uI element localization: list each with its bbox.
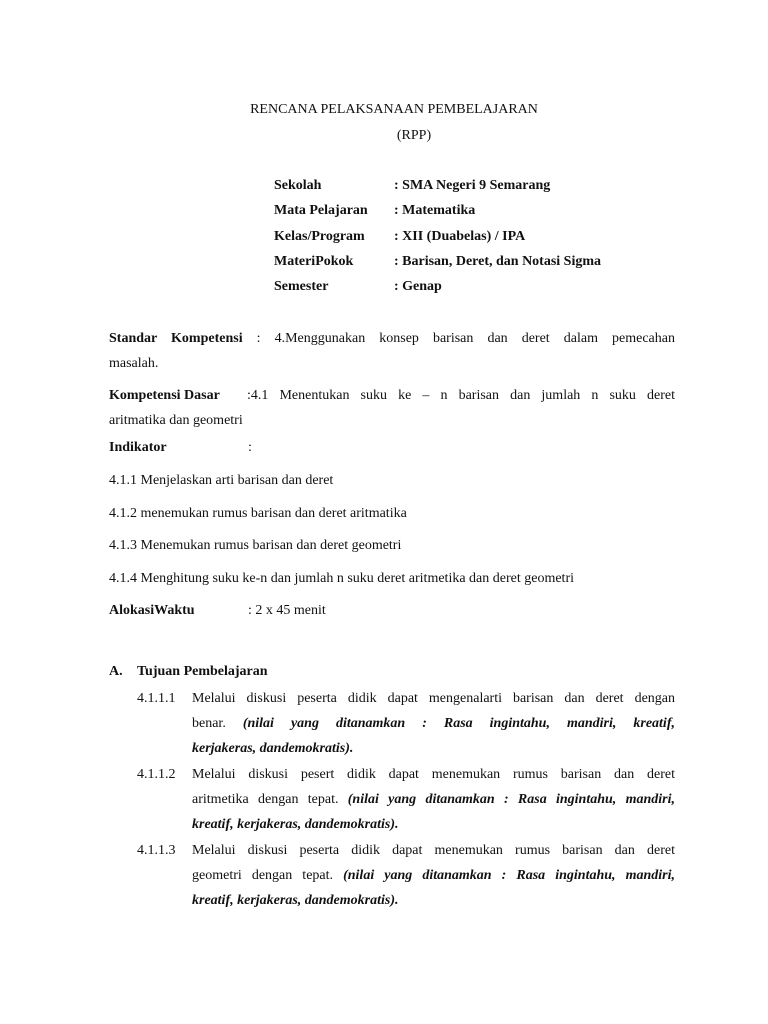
info-row-semester — [274, 279, 601, 304]
section-letter: A. — [109, 664, 123, 679]
alokasi-waktu-value: : 2 x 45 menit — [248, 603, 326, 618]
section-title: Tujuan Pembelajaran — [137, 664, 268, 679]
tujuan-item-number: 4.1.1.3 — [137, 843, 176, 858]
indikator-heading — [109, 440, 252, 456]
tujuan-item-values: (nilai yang ditanamkan : Rasa ingintahu, mandiri, — [347, 792, 675, 807]
tujuan-item-number: 4.1.1.1 — [137, 691, 176, 706]
document-subtitle: (RPP) — [396, 128, 432, 143]
tujuan-item-text: Melalui diskusi peserta didik dapat menemukan rumus barisan dan deret — [192, 843, 675, 858]
alokasi-waktu-label: AlokasiWaktu — [109, 603, 195, 618]
info-row-mata-pelajaran — [274, 203, 601, 228]
info-label: Sekolah — [274, 178, 322, 193]
info-value: : Matematika — [394, 203, 476, 219]
tujuan-item-text: Melalui diskusi peserta didik dapat mengenalarti barisan dan deret dengan — [192, 691, 675, 706]
standar-kompetensi — [109, 326, 675, 376]
info-value: : Genap — [394, 279, 442, 295]
kompetensi-dasar-text: :4.1 Menentukan suku ke – n barisan dan jumlah n suku deret — [247, 388, 675, 403]
info-value: : SMA Negeri 9 Semarang — [394, 178, 551, 193]
tujuan-item-text: geometri dengan tepat. — [192, 868, 344, 883]
tujuan-item-values: kreatif, kerjakeras, dandemokratis). — [192, 893, 399, 908]
standar-kompetensi-text-cont: masalah. — [109, 356, 159, 371]
tujuan-item-text: Melalui diskusi pesert didik dapat menemukan rumus barisan dan deret — [192, 767, 675, 782]
info-label: Mata Pelajaran — [274, 203, 368, 219]
indikator-item: 4.1.4 Menghitung suku ke-n dan jumlah n suku deret aritmetika dan deret geometri — [109, 571, 574, 586]
tujuan-item-text: benar. — [192, 716, 243, 731]
info-row-kelas-program — [274, 229, 601, 254]
info-row-sekolah — [274, 178, 601, 203]
tujuan-item — [137, 762, 675, 837]
info-label: Semester — [274, 279, 329, 295]
standar-kompetensi-label: Standar Kompetensi — [109, 331, 243, 346]
indikator-item: 4.1.1 Menjelaskan arti barisan dan deret — [109, 473, 334, 488]
indikator-colon: : — [248, 440, 252, 455]
info-value: : XII (Duabelas) / IPA — [394, 228, 526, 244]
info-label: Kelas/Program — [274, 228, 365, 244]
info-label: MateriPokok — [274, 253, 354, 269]
tujuan-item-number: 4.1.1.2 — [137, 767, 176, 782]
standar-kompetensi-text: : 4.Menggunakan konsep barisan dan deret dalam pemecahan — [242, 331, 675, 346]
indikator-item: 4.1.3 Menemukan rumus barisan dan deret geometri — [109, 538, 402, 553]
tujuan-item — [137, 838, 675, 913]
alokasi-waktu — [109, 603, 326, 619]
identity-table — [274, 178, 601, 304]
info-row-materi-pokok — [274, 254, 601, 279]
document-title: RENCANA PELAKSANAAN PEMBELAJARAN — [250, 102, 538, 117]
tujuan-item-values: (nilai yang ditanamkan : Rasa ingintahu, mandiri, kreatif, — [242, 716, 675, 731]
kompetensi-dasar-label: Kompetensi Dasar — [109, 388, 220, 403]
tujuan-item — [137, 686, 675, 761]
tujuan-item-values: kerjakeras, dandemokratis). — [192, 741, 354, 756]
tujuan-item-values: kreatif, kerjakeras, dandemokratis). — [192, 817, 399, 832]
tujuan-item-text: aritmetika dengan tepat. — [192, 792, 348, 807]
tujuan-item-values: (nilai yang ditanamkan : Rasa ingintahu, mandiri, — [343, 868, 675, 883]
info-value: : Barisan, Deret, dan Notasi Sigma — [394, 253, 602, 269]
indikator-label: Indikator — [109, 440, 167, 455]
kompetensi-dasar-text-cont: aritmatika dan geometri — [109, 413, 243, 428]
section-heading-tujuan — [109, 664, 268, 680]
kompetensi-dasar — [109, 383, 675, 433]
indikator-item: 4.1.2 menemukan rumus barisan dan deret aritmatika — [109, 506, 407, 521]
